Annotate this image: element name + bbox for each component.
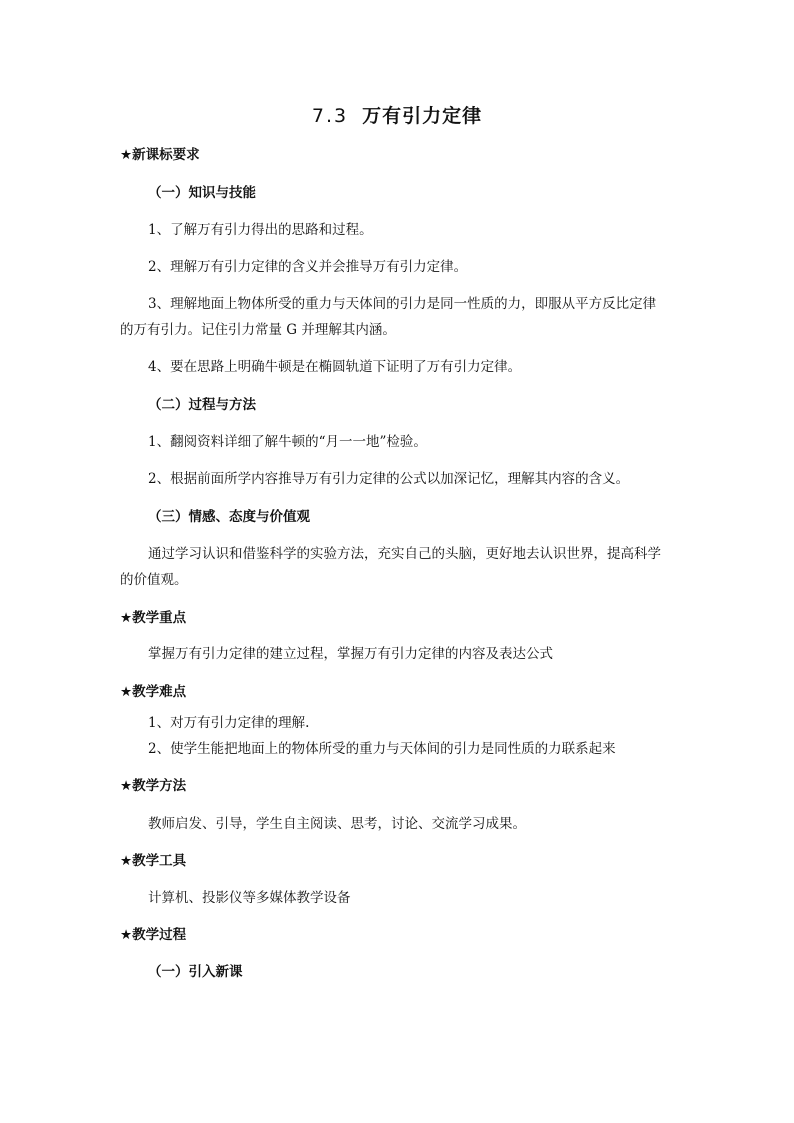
knowledge-item: 2、理解万有引力定律的含义并会推导万有引力定律。 xyxy=(148,259,468,275)
difficulty-item: 1、对万有引力定律的理解. xyxy=(148,715,310,731)
knowledge-item-continued: 的万有引力。记住引力常量 G 并理解其内涵。 xyxy=(120,322,396,338)
title-number: 7.3 xyxy=(311,105,349,127)
subheading-emotion: （三）情感、态度与价值观 xyxy=(148,509,310,525)
heading-difficulty: ★教学难点 xyxy=(120,684,187,700)
subheading-knowledge: （一）知识与技能 xyxy=(148,185,256,201)
method-text: 教师启发、引导，学生自主阅读、思考，讨论、交流学习成果。 xyxy=(148,816,526,832)
knowledge-item: 3、理解地面上物体所受的重力与天体间的引力是同一性质的力，即服从平方反比定律 xyxy=(148,296,657,312)
heading-standards: ★新课标要求 xyxy=(120,147,200,163)
heading-focus: ★教学重点 xyxy=(120,610,187,626)
knowledge-item: 4、要在思路上明确牛顿是在椭圆轨道下证明了万有引力定律。 xyxy=(148,359,522,375)
focus-text: 掌握万有引力定律的建立过程，掌握万有引力定律的内容及表达公式 xyxy=(148,646,553,662)
page-title xyxy=(0,104,794,128)
heading-tools: ★教学工具 xyxy=(120,853,187,869)
subheading-process: （二）过程与方法 xyxy=(148,397,256,413)
heading-procedure: ★教学过程 xyxy=(120,927,187,943)
heading-method: ★教学方法 xyxy=(120,778,187,794)
knowledge-item: 1、了解万有引力得出的思路和过程。 xyxy=(148,222,373,238)
process-item: 2、根据前面所学内容推导万有引力定律的公式以加深记忆，理解其内容的含义。 xyxy=(148,471,630,487)
difficulty-item: 2、使学生能把地面上的物体所受的重力与天体间的引力是同性质的力联系起来 xyxy=(148,741,616,757)
subheading-introduction: （一）引入新课 xyxy=(148,964,243,980)
process-item: 1、翻阅资料详细了解牛顿的“月一一地”检验。 xyxy=(148,434,427,450)
title-text: 万有引力定律 xyxy=(362,105,483,127)
emotion-text: 通过学习认识和借鉴科学的实验方法，充实自己的头脑，更好地去认识世界，提高科学 xyxy=(148,546,661,562)
emotion-text-continued: 的价值观。 xyxy=(120,572,188,588)
tools-text: 计算机、投影仪等多媒体教学设备 xyxy=(148,890,351,906)
